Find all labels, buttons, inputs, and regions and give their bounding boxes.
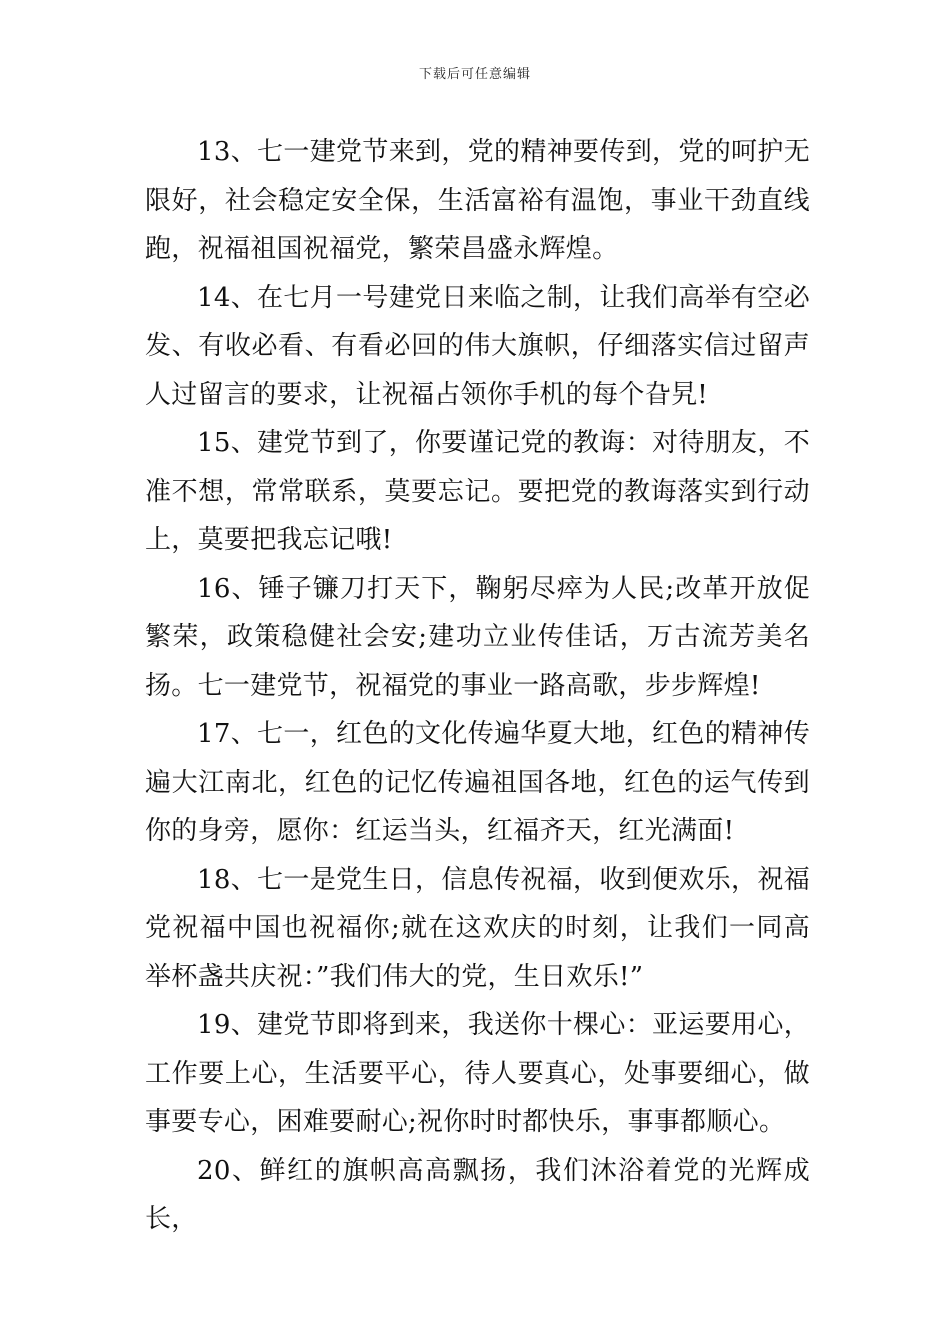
- paragraph-17: 17、七一，红色的文化传遍华夏大地，红色的精神传遍大江南北，红色的记忆传遍祖国各地，红色的运气传到你的身旁，愿你：红运当头，红福齐天，红光满面!: [145, 719, 810, 846]
- paragraph-13: 13、七一建党节来到，党的精神要传到，党的呵护无限好，社会稳定安全保，生活富裕有温饱，事业干劲直线跑，祝福祖国祝福党，繁荣昌盛永辉煌。: [145, 137, 810, 264]
- paragraph-15: 15、建党节到了，你要谨记党的教诲：对待朋友，不准不想，常常联系，莫要忘记。要把党的教诲落实到行动上，莫要把我忘记哦!: [145, 428, 810, 555]
- page-header: 下载后可任意编辑: [418, 67, 531, 82]
- paragraph-18: 18、七一是党生日，信息传祝福，收到便欢乐，祝福党祝福中国也祝福你;就在这欢庆的时刻，让我们一同高举杯盏共庆祝：”我们伟大的党，生日欢乐!”: [145, 864, 810, 992]
- paragraph-19: 19、建党节即将到来，我送你十棵心：亚运要用心，工作要上心，生活要平心，待人要真心，处事要细心，做事要专心，困难要耐心;祝你时时都快乐，事事都顺心。: [145, 1010, 810, 1137]
- document-body: [145, 128, 810, 1244]
- paragraph-20: 20、鲜红的旗帜高高飘扬，我们沐浴着党的光辉成长，: [145, 1155, 810, 1234]
- paragraph-16: 16、锤子镰刀打天下，鞠躬尽瘁为人民;改革开放促繁荣，政策稳健社会安;建功立业传佳话，万古流芳美名扬。七一建党节，祝福党的事业一路高歌，步步辉煌!: [145, 573, 810, 701]
- paragraph-14: 14、在七月一号建党日来临之制，让我们高举有空必发、有收必看、有看必回的伟大旗帜，仔细落实信过留声人过留言的要求，让祝福占领你手机的每个旮旯!: [145, 282, 810, 410]
